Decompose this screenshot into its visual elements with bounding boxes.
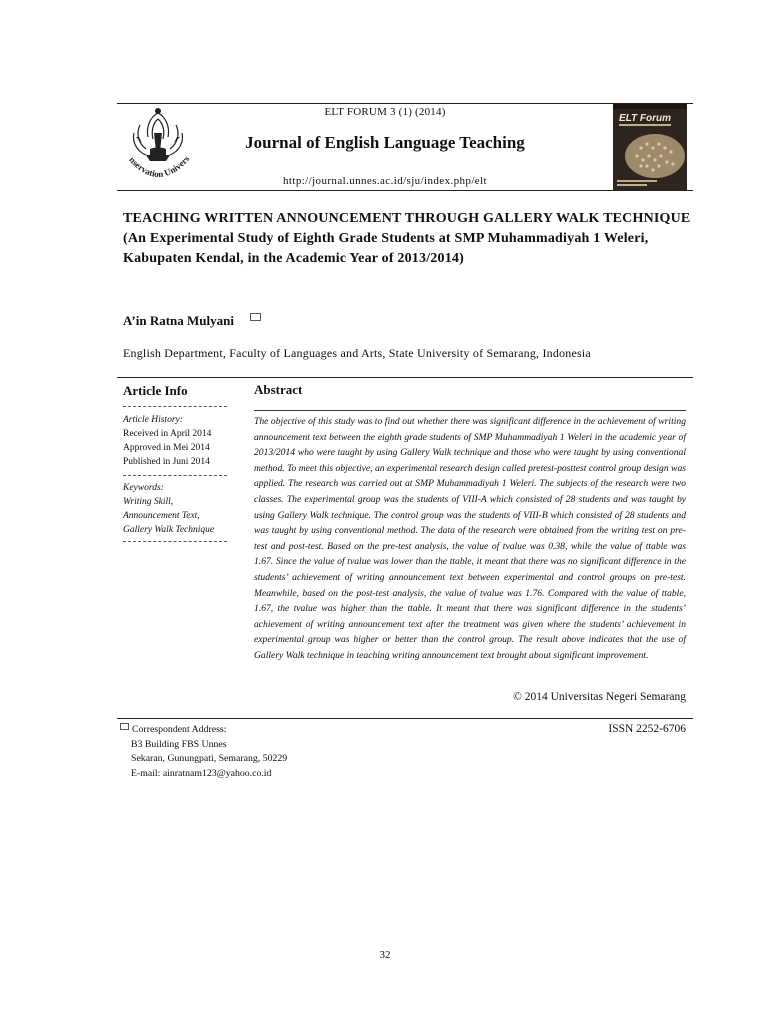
header-top-rule <box>117 103 693 104</box>
article-info-heading: Article Info <box>123 383 188 398</box>
author-name: A’in Ratna Mulyani <box>123 313 234 328</box>
address-line: Sekaran, Gunungpati, Semarang, 50229 <box>131 753 288 764</box>
header-bottom-rule <box>117 190 693 191</box>
author-affiliation: English Department, Faculty of Languages and Arts, State University of Semarang, Indonesia <box>123 346 591 360</box>
article-info-rule <box>123 475 227 476</box>
journal-cover-image <box>613 104 687 190</box>
logo-arc-text: nservation Univers <box>127 153 192 180</box>
approved-date: Approved in Mei 2014 <box>123 443 210 453</box>
article-title: TEACHING WRITTEN ANNOUNCEMENT THROUGH GALLERY WALK TECHNIQUE (An Experimental Study of Eighth Grade Students at SMP Muhammadiyah 1 Weleri, Kabupaten Kendal, in the Academic Year of 2013/2014) <box>123 211 691 266</box>
article-info-rule <box>123 406 227 407</box>
envelope-icon <box>120 723 129 730</box>
abstract-heading: Abstract <box>254 382 303 397</box>
keywords-label: Keywords: <box>123 483 164 493</box>
article-history-label: Article History: <box>123 415 183 425</box>
page-number: 32 <box>379 949 391 961</box>
copyright-notice: © 2014 Universitas Negeri Semarang <box>513 691 686 703</box>
email-address[interactable]: E-mail: ainratnam123@yahoo.co.id <box>131 767 272 779</box>
correspondent-address <box>120 723 287 781</box>
keyword-item: Announcement Text, <box>123 511 200 521</box>
keyword-item: Writing Skill, <box>123 497 174 507</box>
received-date: Received in April 2014 <box>123 429 212 439</box>
correspondent-label: Correspondent Address: <box>132 724 227 735</box>
section-divider <box>117 377 693 378</box>
published-date: Published in Juni 2014 <box>123 457 210 467</box>
keyword-item: Gallery Walk Technique <box>123 525 215 535</box>
journal-title: Journal of English Language Teaching <box>245 133 525 152</box>
cover-title: ELT Forum <box>619 113 672 124</box>
envelope-icon[interactable] <box>250 313 261 321</box>
abstract-rule <box>254 410 686 411</box>
address-line: B3 Building FBS Unnes <box>131 738 227 750</box>
article-info-rule <box>123 541 227 542</box>
abstract-body: The objective of this study was to find out whether there was significant difference in the achievement of writing announcement text between the eighth grade students of SMP Muhammadiyah 1 Weleri in the academic year of 2013/2014 who were taught by using Gallery Walk technique and those who were taught by using conventional method. To meet this objective, an experimental research design called pretest-posttest control group design was applied. The research was carried out at SMP Muhammadiyah 1 Weleri. The subjects of the research were two classes. The experimental group was the students of VIII-A which consisted of 28 students and was taught by using Gallery Walk technique. The control group was the students of VIII-B which consisted of 28 students and was taught by using conventional method. The data of the research were obtained from the writing test on pre-test and post-test. Based on the pre-test analysis, the value of tvalue was 0.38, while the value of ttable was 1.67. Since the value of tvalue was lower than the ttable, it meant that there was no significant difference in the students’ achievement of writing announcement text between experimental and control groups on pre-test. Meanwhile, based on the post-test analysis, the value of tvalue was 1.76. Compared with the value of ttable, 1.67, the tvalue was higher than the ttable. It meant that there was significant difference in the students’ achievement of writing announcement text after the treatment was given where the students’ achievement in experimental group was higher or better than the control group. The result above indicates that the use of Gallery Walk technique in teaching writing announcement text brought about significant improvement. <box>254 416 686 661</box>
footer-rule <box>117 718 693 719</box>
journal-volume: ELT FORUM 3 (1) (2014) <box>324 106 446 118</box>
journal-url[interactable]: http://journal.unnes.ac.id/sju/index.php/elt <box>283 175 487 187</box>
issn: ISSN 2252-6706 <box>608 723 686 735</box>
